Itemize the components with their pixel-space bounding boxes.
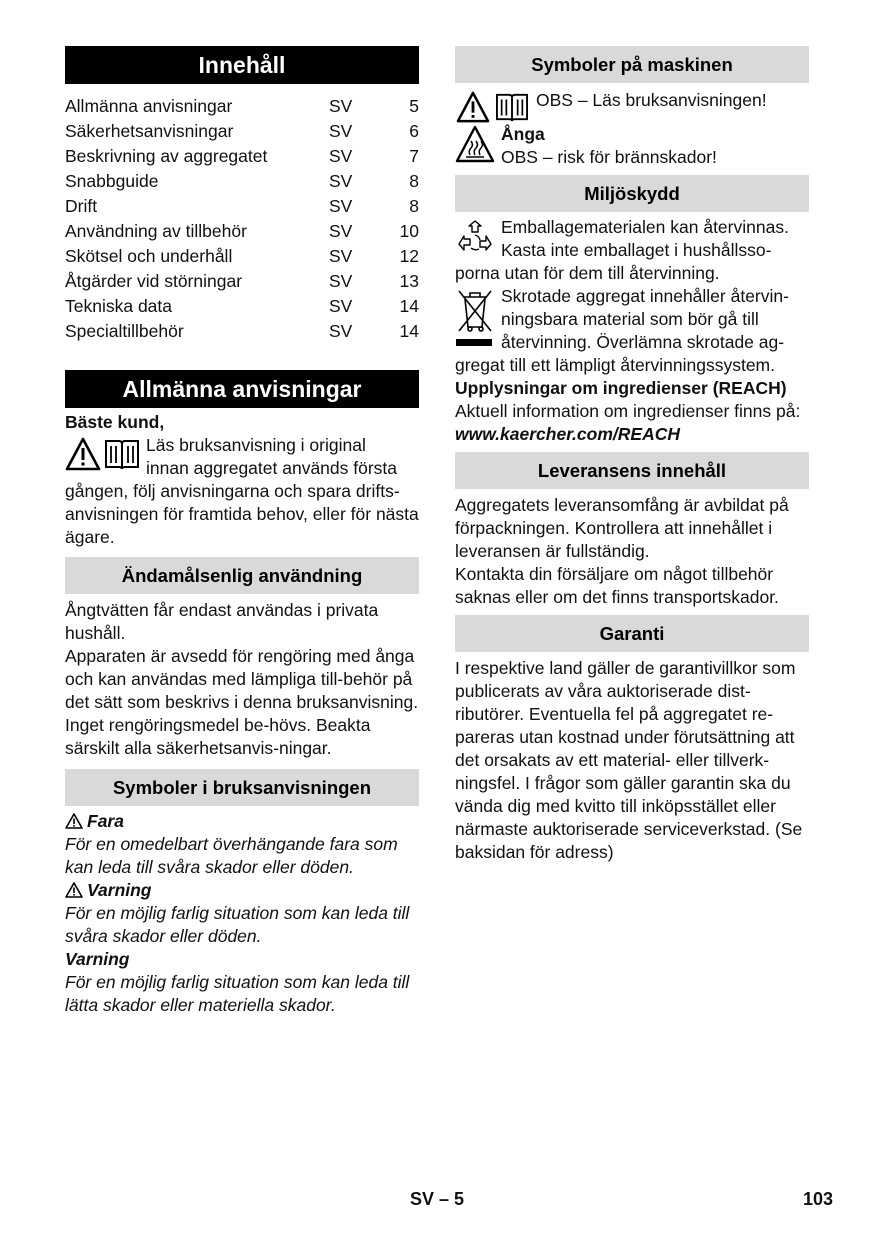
toc-row[interactable] <box>65 319 419 344</box>
warning-triangle-icon <box>65 813 83 829</box>
reach-text: Aktuell information om ingredienser finns på: <box>455 401 801 421</box>
steam-block <box>455 123 809 169</box>
toc-lang: SV <box>329 171 353 191</box>
warning-triangle-icon <box>455 91 491 123</box>
weee-block <box>455 285 809 377</box>
delivery-p2: Kontakta din försäljare om något tillbehör saknas eller om det finns transportskador. <box>455 564 779 607</box>
right-column <box>455 46 809 864</box>
environment-heading: Miljöskydd <box>455 175 809 212</box>
toc-title: Beskrivning av aggregatet <box>65 146 268 166</box>
machine-symbols-heading: Symboler på maskinen <box>455 46 809 83</box>
toc-title: Drift <box>65 196 98 216</box>
toc-title: Specialtillbehör <box>65 321 184 341</box>
danger-label: Fara <box>87 811 124 831</box>
obs-block <box>455 89 809 123</box>
warranty-text: I respektive land gäller de garantivillkor som publicerats av våra auktoriserade dist-ributörer. Eventuella fel på aggregatet re-pareras utan kostnad under förutsättning att det orsakats av ett material- eller tillverk-ningsfel. I frågor som gäller garantin ska du vända dig med kvitto till inköpsstället eller närmaste auktoriserade serviceverkstad. (Se baksidan för adress) <box>455 658 803 862</box>
delivery-heading: Leveransens innehåll <box>455 452 809 489</box>
steam-text: OBS – risk för brännskador! <box>501 147 717 167</box>
toc-page: 14 <box>399 321 419 341</box>
toc-heading: Innehåll <box>65 46 419 84</box>
toc-row[interactable] <box>65 119 419 144</box>
toc-lang: SV <box>329 196 353 216</box>
toc-lang: SV <box>329 321 353 341</box>
toc-title: Tekniska data <box>65 296 173 316</box>
toc-lang: SV <box>329 296 353 316</box>
weee-line-2: ningsbara material som bör gå till <box>501 309 759 329</box>
recycle-block <box>455 216 809 285</box>
reach-heading: Upplysningar om ingredienser (REACH) <box>455 378 787 398</box>
toc-title: Åtgärder vid störningar <box>65 271 243 291</box>
greeting: Bäste kund, <box>65 412 165 432</box>
manual-book-icon <box>494 91 530 123</box>
toc-lang: SV <box>329 246 353 266</box>
toc-title: Allmänna anvisningar <box>65 96 233 116</box>
toc-lang: SV <box>329 271 353 291</box>
caution-text: För en möjlig farlig situation som kan leda till lätta skador eller materiella skador. <box>65 972 410 1015</box>
weee-line-1: Skrotade aggregat innehåller återvin- <box>501 286 789 306</box>
toc-row[interactable] <box>65 269 419 294</box>
intended-use-p1: Ångtvätten får endast användas i privata hushåll. <box>65 600 379 643</box>
toc-title: Skötsel och underhåll <box>65 246 233 266</box>
general-heading: Allmänna anvisningar <box>65 370 419 408</box>
toc-row[interactable] <box>65 219 419 244</box>
intro-line-1: Läs bruksanvisning i original <box>146 435 366 455</box>
toc-row[interactable] <box>65 169 419 194</box>
toc-title: Säkerhetsanvisningar <box>65 121 234 141</box>
recycle-text: porna utan för dem till återvinning. <box>455 263 720 283</box>
toc-page: 13 <box>399 271 419 291</box>
toc-page: 12 <box>399 246 419 266</box>
footer-page-number: 103 <box>803 1189 834 1209</box>
toc-row[interactable] <box>65 94 419 119</box>
danger-text: För en omedelbart överhängande fara som kan leda till svåra skador eller döden. <box>65 834 398 877</box>
warranty-heading: Garanti <box>455 615 809 652</box>
crossed-bin-icon <box>455 287 495 349</box>
intended-use-heading: Ändamålsenlig användning <box>65 557 419 594</box>
weee-text: gregat till ett lämpligt återvinningssystem. <box>455 355 775 375</box>
recycle-icon <box>455 218 495 258</box>
intro-line-2: innan aggregatet används första <box>146 458 398 478</box>
toc-lang: SV <box>329 121 353 141</box>
toc-page: 8 <box>409 196 419 216</box>
intro-block <box>65 434 419 549</box>
table-of-contents <box>65 94 419 344</box>
toc-title: Användning av tillbehör <box>65 221 247 241</box>
left-column <box>65 46 419 1017</box>
toc-page: 5 <box>409 96 419 116</box>
warning-text: För en möjlig farlig situation som kan leda till svåra skador eller döden. <box>65 903 410 946</box>
toc-row[interactable] <box>65 194 419 219</box>
delivery-p1: Aggregatets leveransomfång är avbildat på förpackningen. Kontrollera att innehållet i leveransen är fullständig. <box>455 495 789 561</box>
caution-label: Varning <box>65 949 130 969</box>
danger-label-row <box>65 810 419 833</box>
toc-page: 7 <box>409 146 419 166</box>
toc-lang: SV <box>329 96 353 116</box>
toc-title: Snabbguide <box>65 171 159 191</box>
warning-triangle-icon <box>65 882 83 898</box>
toc-lang: SV <box>329 146 353 166</box>
toc-page: 8 <box>409 171 419 191</box>
warning-label: Varning <box>87 880 152 900</box>
manual-book-icon <box>104 437 140 471</box>
steam-label: Ånga <box>501 124 545 144</box>
hot-steam-icon <box>455 125 495 163</box>
footer-section: SV – 5 <box>410 1189 465 1209</box>
toc-page: 14 <box>399 296 419 316</box>
toc-lang: SV <box>329 221 353 241</box>
weee-line-3: återvinning. Överlämna skrotade ag- <box>501 332 785 352</box>
toc-row[interactable] <box>65 244 419 269</box>
warning-triangle-icon <box>65 437 101 471</box>
warning-label-row <box>65 879 419 902</box>
obs-text: OBS – Läs bruksanvisningen! <box>536 90 767 110</box>
reach-url[interactable]: www.kaercher.com/REACH <box>455 424 680 444</box>
toc-page: 6 <box>409 121 419 141</box>
intended-use-p2: Apparaten är avsedd för rengöring med ånga och kan användas med lämpliga till-behör på det sätt som beskrivs i denna bruksanvisning. Inget rengöringsmedel be-hövs. Beakta särskilt alla säkerhetsanvis-ningar. <box>65 646 419 758</box>
toc-row[interactable] <box>65 294 419 319</box>
recycle-line-1: Emballagematerialen kan återvinnas. <box>501 217 789 237</box>
intro-text: gången, följ anvisningarna och spara drifts-anvisningen för framtida behov, eller för nästa ägare. <box>65 481 419 547</box>
toc-page: 10 <box>399 221 419 241</box>
recycle-line-2: Kasta inte emballaget i hushållsso- <box>501 240 772 260</box>
manual-symbols-heading: Symboler i bruksanvisningen <box>65 769 419 806</box>
toc-row[interactable] <box>65 144 419 169</box>
